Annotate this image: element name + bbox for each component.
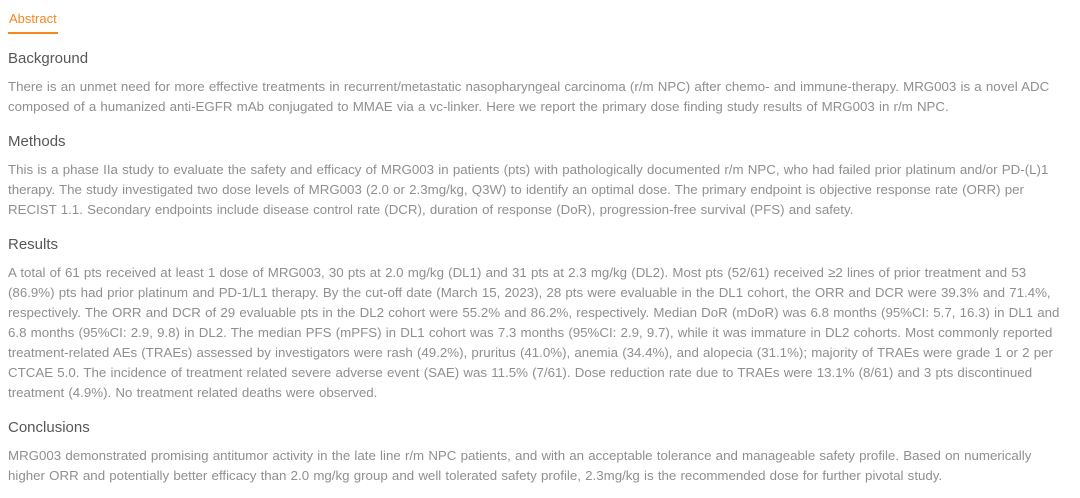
section-methods (8, 133, 1072, 220)
background-heading: Background (8, 50, 89, 67)
conclusions-text: MRG003 demonstrated promising antitumor activity in the late line r/m NPC patients, and with an acceptable tolerance and manageable safety profile. Based on numerically higher ORR and potentially better efficacy than 2.0 mg/kg group and well tolerated safety profile, 2.3mg/kg is the recommended dose for further pivotal study. (8, 448, 1032, 483)
section-background (8, 50, 1072, 117)
methods-heading: Methods (8, 133, 66, 150)
tab-bar (8, 10, 1072, 34)
results-text: A total of 61 pts received at least 1 dose of MRG003, 30 pts at 2.0 mg/kg (DL1) and 31 pts at 2.3 mg/kg (DL2). Most pts (52/61) received ≥2 lines of prior treatment and 53 (86.9%) pts had prior platinum and PD-1/L1 therapy. By the cut-off date (March 15, 2023), 28 pts were evaluable in the DL1 cohort, the ORR and DCR were 39.3% and 71.4%, respectively. The ORR and DCR of 29 evaluable pts in the DL2 cohort were 55.2% and 86.2%, respectively. Median DoR (mDoR) was 6.8 months (95%CI: 5.7, 16.3) in DL1 and 6.8 months (95%CI: 2.9, 9.8) in DL2. The median PFS (mPFS) in DL1 cohort was 7.3 months (95%CI: 2.9, 9.7), while it was immature in DL2 cohorts. Most commonly reported treatment-related AEs (TRAEs) assessed by investigators were rash (49.2%), pruritus (41.0%), anemia (34.4%), and alopecia (31.1%); majority of TRAEs were grade 1 or 2 per CTCAE 5.0. The incidence of treatment related severe adverse event (SAE) was 11.5% (7/61). Dose reduction rate due to TRAEs were 13.1% (8/61) and 3 pts discontinued treatment (4.9%). No treatment related deaths were observed. (8, 265, 1060, 400)
tab-abstract[interactable]: Abstract (8, 11, 58, 34)
section-conclusions (8, 419, 1072, 486)
results-heading: Results (8, 236, 59, 253)
section-results (8, 236, 1072, 403)
conclusions-heading: Conclusions (8, 419, 90, 436)
methods-text: This is a phase IIa study to evaluate the safety and efficacy of MRG003 in patients (pts) with pathologically documented r/m NPC, who had failed prior platinum and/or PD-(L)1 therapy. The study investigated two dose levels of MRG003 (2.0 or 2.3mg/kg, Q3W) to identify an optimal dose. The primary endpoint is objective response rate (ORR) per RECIST 1.1. Secondary endpoints include disease control rate (DCR), duration of response (DoR), progression-free survival (PFS) and safety. (8, 162, 1049, 217)
background-text: There is an unmet need for more effective treatments in recurrent/metastatic nasopharyngeal carcinoma (r/m NPC) after chemo- and immune-therapy. MRG003 is a novel ADC composed of a humanized anti-EGFR mAb conjugated to MMAE via a vc-linker. Here we report the primary dose finding study results of MRG003 in r/m NPC. (8, 79, 1050, 114)
